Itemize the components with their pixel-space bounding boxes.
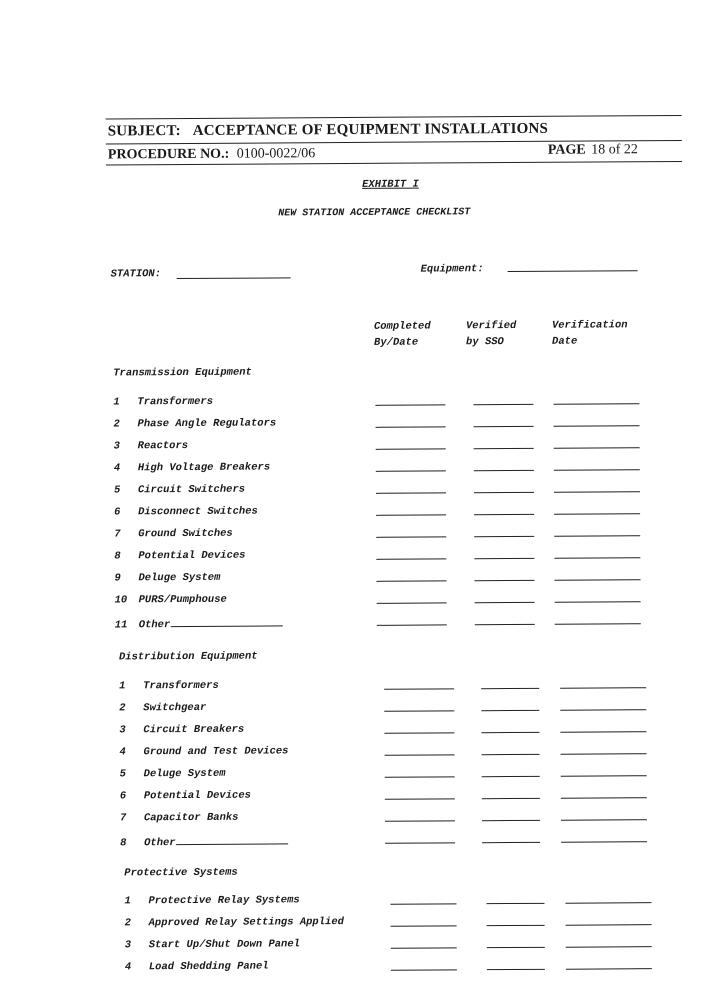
- verification-date-field[interactable]: [554, 447, 640, 449]
- item-number: 5: [113, 484, 121, 497]
- verification-date-field[interactable]: [561, 841, 647, 843]
- item-label: High Voltage Breakers: [137, 461, 271, 475]
- completed-by-date-field[interactable]: [384, 710, 454, 711]
- item-label: Transformers: [137, 395, 214, 409]
- verified-by-sso-field[interactable]: [474, 448, 534, 449]
- item-label: Potential Devices: [138, 549, 246, 563]
- completed-by-date-field[interactable]: [391, 969, 457, 970]
- checklist-row: [113, 396, 213, 409]
- subject-line: [108, 121, 548, 141]
- item-number: 5: [119, 768, 127, 781]
- item-label: Switchgear: [143, 701, 207, 715]
- verification-date-field[interactable]: [553, 403, 639, 405]
- verification-date-field[interactable]: [561, 753, 647, 755]
- verification-date-field[interactable]: [560, 709, 646, 711]
- verification-date-field[interactable]: [555, 601, 641, 603]
- checklist-row: [120, 790, 251, 803]
- verification-date-field[interactable]: [561, 775, 647, 777]
- checklist-row: [114, 440, 188, 452]
- header-top-rule: [106, 115, 682, 120]
- completed-by-date-field[interactable]: [385, 820, 455, 821]
- verified-by-sso-field[interactable]: [482, 820, 540, 821]
- item-number: 10: [114, 594, 128, 607]
- equipment-label: Equipment:: [420, 263, 484, 276]
- checklist-row: [114, 528, 233, 541]
- section-title: Transmission Equipment: [113, 366, 252, 380]
- item-number: 8: [120, 837, 127, 850]
- column-header-completed: Completed By/Date: [373, 320, 431, 349]
- verification-date-field[interactable]: [560, 687, 646, 689]
- completed-by-date-field[interactable]: [385, 798, 455, 799]
- completed-by-date-field[interactable]: [376, 514, 446, 515]
- verification-date-field[interactable]: [554, 513, 640, 515]
- item-label: Start Up/Shut Down Panel: [148, 938, 300, 952]
- item-number: 3: [124, 939, 132, 952]
- completed-by-date-field[interactable]: [376, 558, 446, 559]
- completed-by-date-field[interactable]: [385, 842, 455, 843]
- item-label: Approved Relay Settings Applied: [148, 916, 344, 930]
- checklist-row: [124, 894, 299, 907]
- verification-date-field[interactable]: [554, 535, 640, 537]
- completed-by-date-field[interactable]: [376, 492, 446, 493]
- verified-by-sso-field[interactable]: [482, 842, 540, 843]
- completed-by-date-field[interactable]: [376, 536, 446, 537]
- item-number: 9: [114, 572, 121, 585]
- item-label: Other: [144, 837, 176, 850]
- item-number: 7: [119, 812, 127, 825]
- checklist-row: [120, 745, 289, 758]
- completed-by-date-field[interactable]: [375, 404, 445, 405]
- item-label: Other: [138, 619, 171, 632]
- verified-by-sso-field[interactable]: [474, 492, 534, 493]
- item-number: 1: [124, 895, 131, 908]
- verified-by-sso-field[interactable]: [474, 514, 534, 515]
- item-label: Phase Angle Regulators: [137, 417, 277, 431]
- page-indicator: [548, 142, 638, 159]
- section-title: Distribution Equipment: [118, 650, 258, 664]
- item-label: Ground and Test Devices: [143, 745, 289, 759]
- subject-value: ACCEPTANCE OF EQUIPMENT INSTALLATIONS: [192, 120, 549, 139]
- verification-date-field[interactable]: [554, 425, 640, 427]
- verification-date-field[interactable]: [554, 557, 640, 559]
- item-label: Reactors: [137, 439, 189, 453]
- station-field[interactable]: [177, 277, 291, 279]
- verification-date-field[interactable]: [566, 968, 652, 970]
- checklist-row: [120, 812, 239, 825]
- completed-by-date-field[interactable]: [390, 903, 456, 904]
- item-number: 2: [113, 418, 120, 431]
- item-number: 6: [114, 506, 121, 519]
- other-specify-field[interactable]: [170, 615, 282, 627]
- page-label: PAGE: [547, 142, 586, 158]
- checklist-row: [114, 461, 270, 474]
- checklist-row: [125, 916, 344, 929]
- item-label: PURS/Pumphouse: [138, 593, 227, 607]
- page-number: 18 of 22: [591, 142, 638, 158]
- checklist-row: [115, 615, 283, 631]
- checklist-row: [114, 572, 220, 585]
- verification-date-field[interactable]: [554, 469, 640, 471]
- column-header-verified: Verified by SSO: [465, 319, 517, 349]
- item-label: Deluge System: [138, 571, 221, 585]
- item-number: 1: [113, 396, 120, 409]
- item-label: Circuit Switchers: [137, 483, 246, 497]
- verified-by-sso-field[interactable]: [481, 732, 539, 733]
- completed-by-date-field[interactable]: [376, 426, 446, 427]
- column-header-verification-date: Verification Date: [551, 319, 628, 348]
- completed-by-date-field[interactable]: [376, 580, 446, 581]
- verification-date-field[interactable]: [555, 623, 641, 625]
- verified-by-sso-field[interactable]: [475, 602, 535, 603]
- procedure-number: 0100-0022/06: [236, 146, 316, 162]
- completed-by-date-field[interactable]: [385, 776, 455, 777]
- verification-date-field[interactable]: [566, 924, 652, 926]
- verified-by-sso-field[interactable]: [473, 404, 533, 405]
- checklist-row: [114, 550, 245, 563]
- verified-by-sso-field[interactable]: [482, 798, 540, 799]
- item-label: Circuit Breakers: [143, 723, 245, 737]
- completed-by-date-field[interactable]: [385, 754, 455, 755]
- verification-date-field[interactable]: [554, 579, 640, 581]
- item-number: 2: [119, 702, 126, 715]
- completed-by-date-field[interactable]: [376, 470, 446, 471]
- checklist-row: [125, 938, 300, 951]
- verified-by-sso-field[interactable]: [474, 536, 534, 537]
- verification-date-field[interactable]: [565, 902, 651, 904]
- verified-by-sso-field[interactable]: [474, 580, 534, 581]
- checklist-row: [114, 506, 258, 519]
- checklist-row: [120, 833, 288, 849]
- item-number: 6: [119, 790, 127, 803]
- completed-by-date-field[interactable]: [384, 732, 454, 733]
- verified-by-sso-field[interactable]: [474, 470, 534, 471]
- other-specify-field[interactable]: [176, 833, 288, 845]
- completed-by-date-field[interactable]: [391, 925, 457, 926]
- item-label: Load Shedding Panel: [148, 960, 269, 974]
- verified-by-sso-field[interactable]: [487, 969, 545, 970]
- verified-by-sso-field[interactable]: [481, 710, 539, 711]
- verification-date-field[interactable]: [554, 491, 640, 493]
- equipment-field[interactable]: [508, 270, 638, 272]
- verified-by-sso-field[interactable]: [474, 558, 534, 559]
- item-label: Deluge System: [143, 767, 226, 781]
- checklist-row: [119, 702, 206, 715]
- verified-by-sso-field[interactable]: [487, 947, 545, 948]
- item-label: Protective Relay Systems: [148, 894, 300, 908]
- verified-by-sso-field[interactable]: [482, 776, 540, 777]
- item-number: 4: [124, 961, 132, 974]
- completed-by-date-field[interactable]: [377, 624, 447, 625]
- verification-date-field[interactable]: [566, 946, 652, 948]
- verification-date-field[interactable]: [561, 797, 647, 799]
- checklist-title: NEW STATION ACCEPTANCE CHECKLIST: [278, 207, 471, 220]
- item-number: 8: [114, 550, 121, 563]
- checklist-row: [125, 961, 269, 974]
- item-number: 2: [124, 917, 131, 930]
- station-label: STATION:: [110, 268, 162, 281]
- verified-by-sso-field[interactable]: [475, 624, 535, 625]
- item-number: 11: [114, 619, 128, 632]
- verification-date-field[interactable]: [561, 819, 647, 821]
- completed-by-date-field[interactable]: [384, 688, 454, 689]
- verified-by-sso-field[interactable]: [482, 754, 540, 755]
- completed-by-date-field[interactable]: [377, 602, 447, 603]
- verified-by-sso-field[interactable]: [481, 688, 539, 689]
- item-number: 1: [119, 680, 126, 693]
- item-number: 3: [113, 440, 121, 453]
- procedure-label: PROCEDURE NO.:: [107, 146, 230, 163]
- verified-by-sso-field[interactable]: [486, 903, 544, 904]
- checklist-row: [113, 417, 276, 430]
- subject-label: SUBJECT:: [107, 123, 181, 140]
- item-label: Transformers: [143, 679, 219, 693]
- item-number: 3: [119, 724, 126, 737]
- verification-date-field[interactable]: [560, 731, 646, 733]
- item-label: Disconnect Switches: [138, 505, 258, 519]
- checklist-row: [115, 594, 227, 607]
- checklist-row: [119, 680, 219, 693]
- verified-by-sso-field[interactable]: [474, 426, 534, 427]
- completed-by-date-field[interactable]: [376, 448, 446, 449]
- checklist-row: [119, 724, 244, 737]
- procedure-line: [108, 146, 316, 163]
- item-label: Potential Devices: [143, 789, 251, 803]
- section-title: Protective Systems: [124, 866, 238, 880]
- item-label: Ground Switches: [138, 527, 233, 541]
- exhibit-title: EXHIBIT I: [362, 178, 419, 191]
- checklist-row: [120, 768, 226, 781]
- item-label: Capacitor Banks: [143, 811, 239, 825]
- checklist-row: [114, 484, 245, 497]
- item-number: 4: [119, 746, 126, 759]
- verified-by-sso-field[interactable]: [487, 925, 545, 926]
- item-number: 4: [113, 462, 121, 475]
- item-number: 7: [114, 528, 121, 541]
- completed-by-date-field[interactable]: [391, 947, 457, 948]
